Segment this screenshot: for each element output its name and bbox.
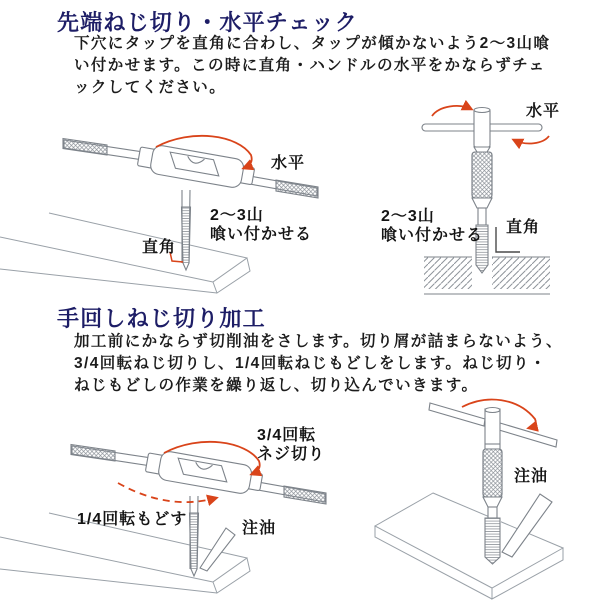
section1-body-line3: ックしてください。 [74,79,227,96]
section1-heading: 先端ねじ切り・水平チェック [57,10,358,35]
label-bite: 2〜3山 喰い付かせる [210,207,313,243]
section2-body-line3: ねじもどしの作業を繰り返し、切り込んでいきます。 [74,377,479,394]
section2-body-line2: 3/4回転ねじ切りし、1/4回転ねじもどしをします。ねじ切り・ [74,355,547,372]
tap [188,495,200,576]
section2-body-line1: 加工前にかならず切削油をさします。切り屑が詰まらないよう、 [74,333,563,350]
rotation-ccw-arrow-icon [514,136,549,143]
section1-body-line2: い付かせます。この時に直角・ハンドルの水平をかならずチェ [74,57,546,74]
section2-heading: 手回しねじ切り加工 [57,306,266,331]
section1-body-line1: 下穴にタップを直角に合わし、タップが傾かないよう2〜3山喰 [74,35,551,52]
tap-wrench-body [136,142,255,191]
handle-bar-left [429,403,485,426]
figure-threading-front [340,395,600,600]
label-back-1-4: 1/4回転もどす [77,511,188,528]
label-right-angle: 直角 [506,219,541,236]
label-oil: 注油 [514,468,549,485]
label-oil: 注油 [242,520,277,537]
section1-body [74,33,550,99]
label-level: 水平 [526,103,561,120]
label-level: 水平 [271,155,306,172]
tap [180,189,192,270]
section2-body [74,331,563,397]
t-handle-tap-wrench [422,108,542,276]
figure-level-check-front [350,95,600,300]
label-bite: 2〜3山 喰い付かせる [381,208,484,244]
label-right-angle: 直角 [142,239,177,256]
rotation-cw-arrow-icon [432,106,471,116]
label-cut-3-4: 3/4回転 ネジ切り [257,427,326,463]
handle-bar-right [499,423,557,447]
tap-wrench-body [144,448,263,497]
figure-level-check-perspective [0,95,340,300]
oil-applicator [200,528,235,571]
